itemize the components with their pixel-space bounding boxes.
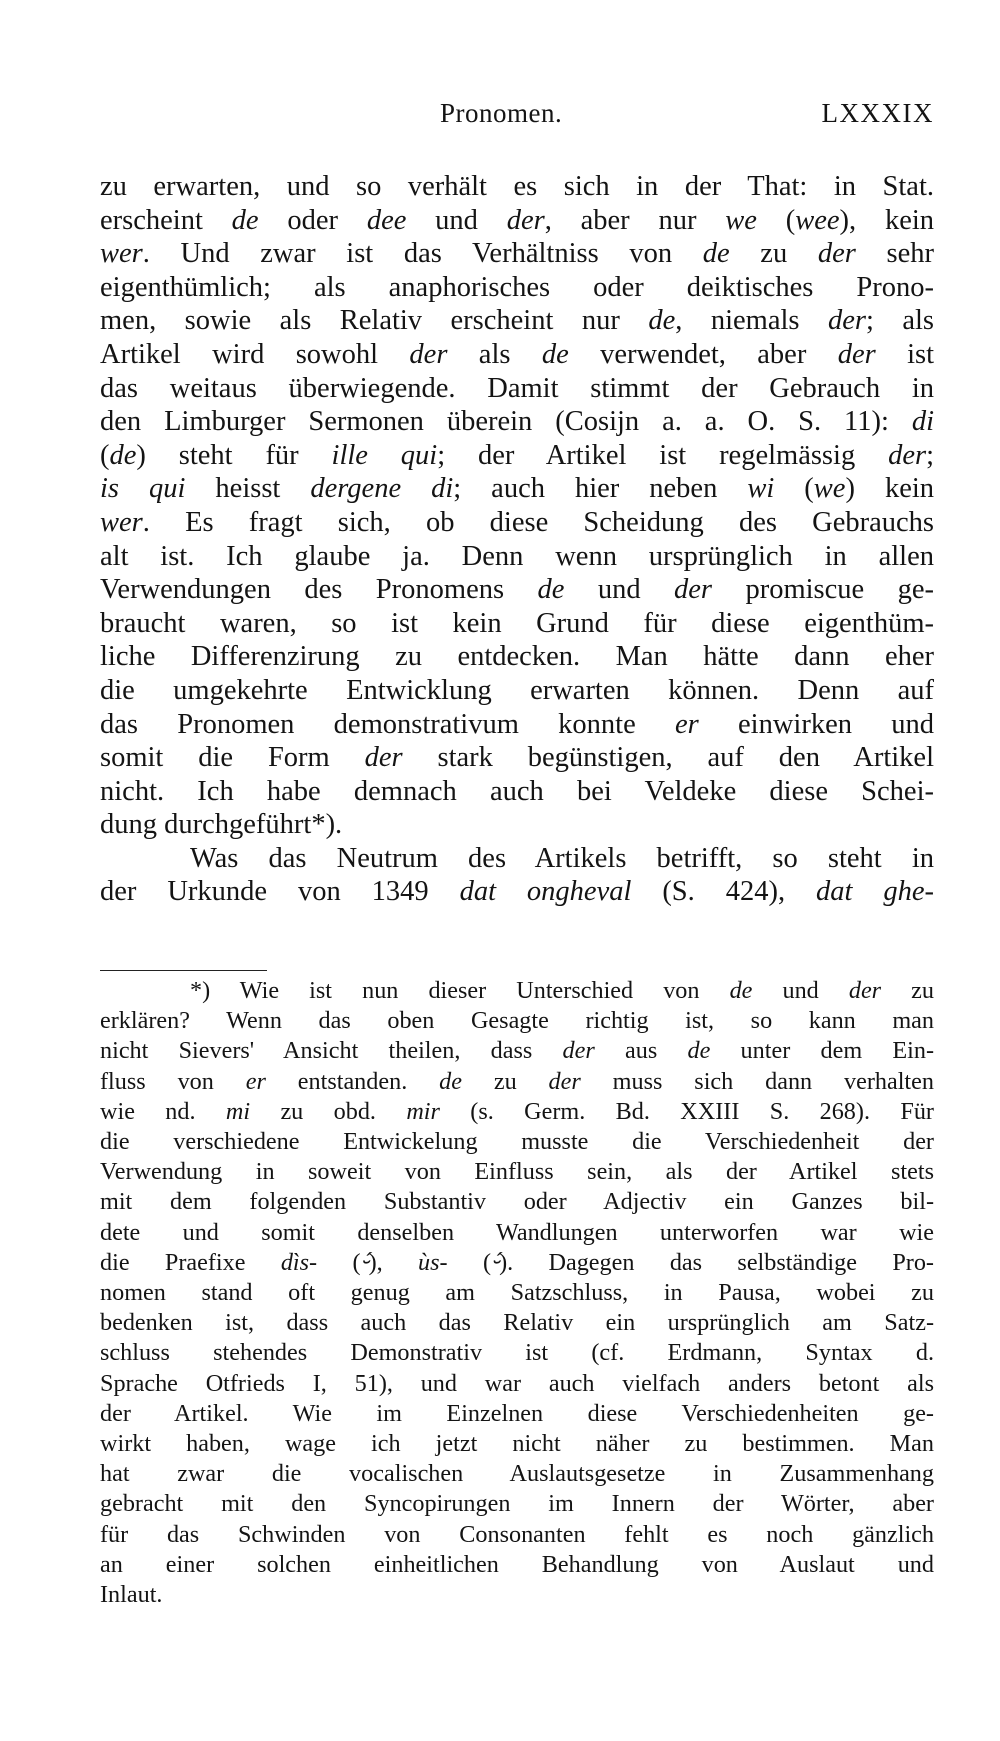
footnote-rule (100, 970, 267, 971)
footnote (100, 976, 934, 1610)
footnote-line: die Praefixe dìs- (⏑́), ùs- (⏑́). Dagegen das selbständige Pro- (100, 1248, 934, 1276)
text-line: liche Differenzirung zu entdecken. Man hätte dann eher (100, 641, 934, 673)
footnote-line: Verwendung in soweit von Einfluss sein, als der Artikel stets (100, 1158, 934, 1186)
text-line: eigenthümlich; als anaphorisches oder deiktisches Prono- (100, 271, 934, 303)
text-line: das Pronomen demonstrativum konnte er einwirken und (100, 708, 934, 740)
footnote-line: fluss von er entstanden. de zu der muss sich dann verhalten (100, 1067, 934, 1095)
text-line: Artikel wird sowohl der als de verwendet, aber der ist (100, 338, 934, 370)
running-title: Pronomen. (440, 98, 563, 128)
footnote-line: gebracht mit den Syncopirungen im Innern der Wörter, aber (100, 1490, 934, 1518)
text-line: Verwendungen des Pronomens de und der promiscue ge- (100, 574, 934, 606)
text-line: dung durchgeführt*). (100, 809, 343, 841)
footnote-line: schluss stehendes Demonstrativ ist (cf. Erdmann, Syntax d. (100, 1339, 934, 1367)
footnote-line: der Artikel. Wie im Einzelnen diese Verschiedenheiten ge- (100, 1399, 934, 1427)
text-line: wer. Und zwar ist das Verhältniss von de zu der sehr (100, 238, 934, 270)
text-line: der Urkunde von 1349 dat ongheval (S. 424), dat ghe- (100, 876, 934, 908)
footnote-line: nomen stand oft genug am Satzschluss, in Pausa, wobei zu (100, 1279, 934, 1307)
footnote-line: dete und somit denselben Wandlungen unterworfen war wie (100, 1218, 934, 1246)
text-line: Was das Neutrum des Artikels betrifft, so steht in (190, 842, 934, 874)
text-line: nicht. Ich habe demnach auch bei Veldeke diese Schei- (100, 775, 934, 807)
text-line: erscheint de oder dee und der, aber nur we (wee), kein (100, 204, 934, 236)
footnote-line: hat zwar die vocalischen Auslautsgesetze in Zusammenhang (100, 1460, 934, 1488)
text-line: men, sowie als Relativ erscheint nur de, niemals der; als (100, 305, 934, 337)
footnote-line: mit dem folgenden Substantiv oder Adjectiv ein Ganzes bil- (100, 1188, 934, 1216)
footnote-line: Inlaut. (100, 1581, 163, 1609)
text-line: den Limburger Sermonen überein (Cosijn a. a. O. S. 11): di (100, 406, 934, 438)
text-line: die umgekehrte Entwicklung erwarten können. Denn auf (100, 674, 934, 706)
text-line: zu erwarten, und so verhält es sich in der That: in Stat. (100, 171, 934, 202)
text-line: das weitaus überwiegende. Damit stimmt der Gebrauch in (100, 372, 934, 404)
footnote-line: bedenken ist, dass auch das Relativ ein ursprünglich am Satz- (100, 1309, 934, 1337)
text-line: (de) steht für ille qui; der Artikel ist regelmässig der; (100, 439, 934, 471)
text-line: is qui heisst dergene di; auch hier neben wi (we) kein (100, 473, 934, 505)
text-line: wer. Es fragt sich, ob diese Scheidung des Gebrauchs (100, 506, 934, 538)
text-line: braucht waren, so ist kein Grund für diese eigenthüm- (100, 607, 934, 639)
text-line: alt ist. Ich glaube ja. Denn wenn ursprünglich in allen (100, 540, 934, 572)
footnote-line: an einer solchen einheitlichen Behandlung von Auslaut und (100, 1550, 934, 1578)
main-text (100, 170, 934, 909)
footnote-line: für das Schwinden von Consonanten fehlt es noch gänzlich (100, 1520, 934, 1548)
footnote-line: die verschiedene Entwickelung musste die Verschiedenheit der (100, 1128, 934, 1156)
footnote-line: erklären? Wenn das oben Gesagte richtig ist, so kann man (100, 1007, 934, 1035)
text-line: somit die Form der stark begünstigen, auf den Artikel (100, 742, 934, 774)
footnote-line: Sprache Otfrieds I, 51), und war auch vielfach anders betont als (100, 1369, 934, 1397)
footnote-line: *) Wie ist nun dieser Unterschied von de und der zu (190, 977, 934, 1004)
footnote-line: wie nd. mi zu obd. mir (s. Germ. Bd. XXIII S. 268). Für (100, 1097, 934, 1125)
footnote-line: wirkt haben, wage ich jetzt nicht näher zu bestimmen. Man (100, 1430, 934, 1458)
footnote-line: nicht Sievers' Ansicht theilen, dass der aus de unter dem Ein- (100, 1037, 934, 1065)
page-number: LXXXIX (821, 98, 934, 128)
